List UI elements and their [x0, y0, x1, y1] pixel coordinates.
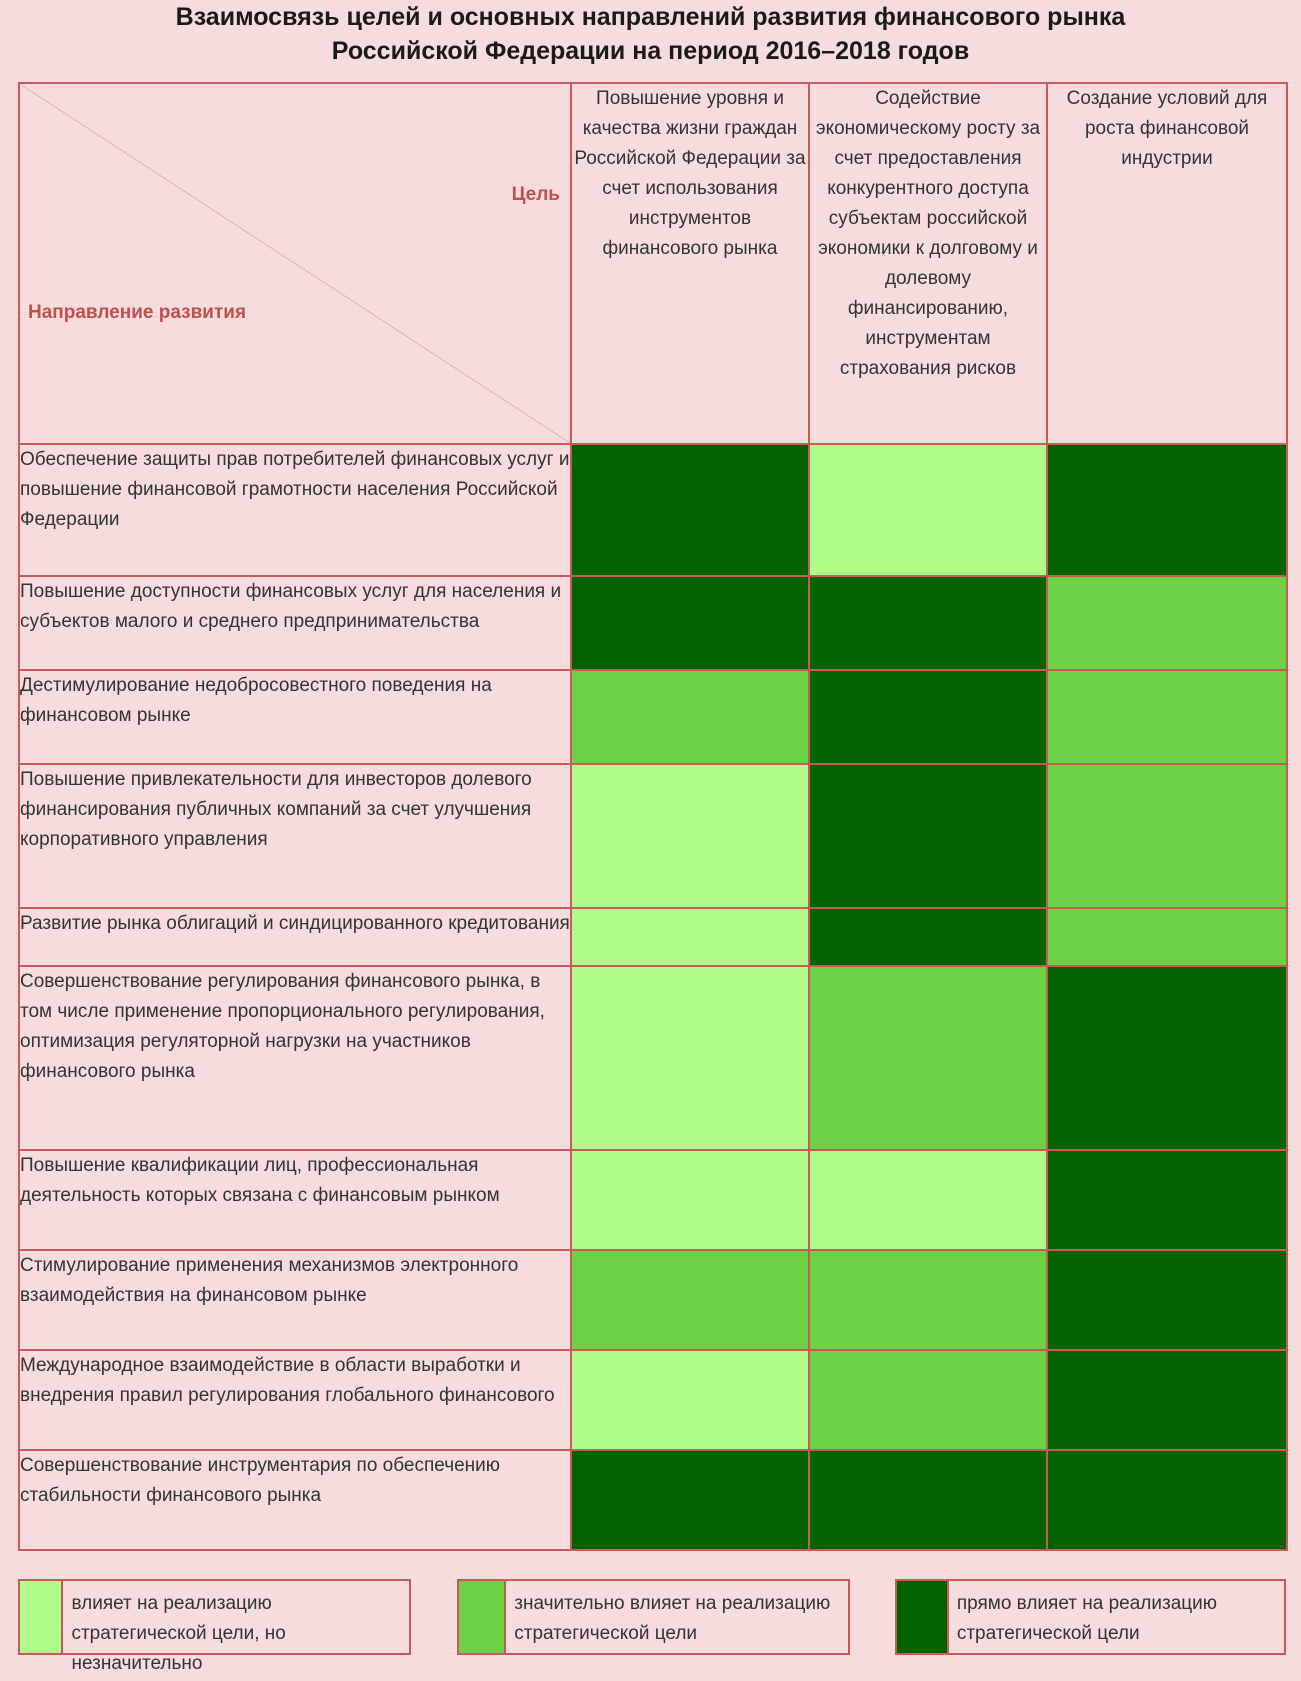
impact-cell — [1047, 670, 1287, 764]
matrix-row — [19, 1250, 1287, 1350]
direction-label: Международное взаимодействие в области выработки и внедрения правил регулирования глобального финансового — [19, 1350, 571, 1450]
legend-item-direct — [895, 1579, 1286, 1655]
impact-cell — [571, 1150, 809, 1250]
impact-cell — [809, 764, 1047, 908]
impact-cell — [809, 1450, 1047, 1550]
impact-cell — [809, 444, 1047, 576]
matrix-row — [19, 966, 1287, 1150]
impact-cell — [571, 1450, 809, 1550]
direction-label: Повышение квалификации лиц, профессиональная деятельность которых связана с финансовым рынком — [19, 1150, 571, 1250]
matrix-row — [19, 670, 1287, 764]
impact-cell — [1047, 908, 1287, 966]
impact-cell — [571, 908, 809, 966]
impact-cell — [809, 670, 1047, 764]
page-title — [0, 0, 1301, 72]
impact-cell — [809, 908, 1047, 966]
matrix-row — [19, 1350, 1287, 1450]
impact-cell — [1047, 1350, 1287, 1450]
goal-header-3: Создание условий для роста финансовой индустрии — [1047, 83, 1287, 444]
direction-label: Повышение привлекательности для инвесторов долевого финансирования публичных компаний за счет улучшения корпоративного управления — [19, 764, 571, 908]
impact-cell — [809, 1350, 1047, 1450]
impact-cell — [809, 1250, 1047, 1350]
legend-label: значительно влияет на реализацию стратегической цели — [514, 1593, 831, 1644]
impact-cell — [571, 576, 809, 670]
matrix-row — [19, 576, 1287, 670]
direction-label: Совершенствование инструментария по обеспечению стабильности финансового рынка — [19, 1450, 571, 1550]
impact-cell — [1047, 444, 1287, 576]
impact-cell — [571, 764, 809, 908]
direction-label: Развитие рынка облигаций и синдицированного кредитования — [19, 908, 571, 966]
corner-diagonal — [20, 84, 570, 443]
corner-header-cell — [19, 83, 571, 444]
impact-cell — [809, 1150, 1047, 1250]
legend-swatch — [20, 1581, 63, 1653]
impact-cell — [571, 444, 809, 576]
title-line-1: Взаимосвязь целей и основных направлений развития финансового рынка — [175, 3, 1126, 31]
title-line-2: Российской Федерации на период 2016–2018 годов — [331, 37, 970, 65]
impact-cell — [571, 670, 809, 764]
direction-label: Дестимулирование недобросовестного поведения на финансовом рынке — [19, 670, 571, 764]
impact-cell — [1047, 1450, 1287, 1550]
goal-axis-label: Цель — [511, 184, 560, 205]
impact-cell — [1047, 966, 1287, 1150]
matrix-row — [19, 908, 1287, 966]
legend-item-minor — [18, 1579, 411, 1674]
impact-cell — [571, 1250, 809, 1350]
direction-label: Повышение доступности финансовых услуг для населения и субъектов малого и среднего предпринимательства — [19, 576, 571, 670]
legend-item-significant — [457, 1579, 850, 1655]
header-row — [19, 83, 1287, 444]
direction-label: Совершенствование регулирования финансового рынка, в том числе применение пропорционального регулирования, оптимизация регуляторной нагрузки на участников финансового рынка — [19, 966, 571, 1150]
direction-label: Обеспечение защиты прав потребителей финансовых услуг и повышение финансовой грамотности населения Российской Федерации — [19, 444, 571, 576]
direction-label: Стимулирование применения механизмов электронного взаимодействия на финансовом рынке — [19, 1250, 571, 1350]
legend-label: прямо влияет на реализацию стратегической цели — [956, 1593, 1218, 1644]
impact-cell — [809, 576, 1047, 670]
matrix-row — [19, 1450, 1287, 1550]
impact-cell — [1047, 576, 1287, 670]
impact-cell — [1047, 764, 1287, 908]
direction-axis-label: Направление развития — [28, 302, 247, 323]
legend-swatch — [897, 1581, 949, 1653]
impact-cell — [571, 1350, 809, 1450]
matrix-row — [19, 1150, 1287, 1250]
impact-cell — [571, 966, 809, 1150]
legend-label: влияет на реализацию стратегической цели, но незначительно — [71, 1593, 286, 1674]
goal-header-1: Повышение уровня и качества жизни граждан Российской Федерации за счет использования инструментов финансового рынка — [571, 83, 809, 444]
impact-cell — [809, 966, 1047, 1150]
matrix-row — [19, 764, 1287, 908]
matrix-row — [19, 444, 1287, 576]
goals-directions-matrix — [18, 82, 1288, 1551]
goal-header-2: Содействие экономическому росту за счет предоставления конкурентного доступа субъектам российской экономики к долговому и долевому финансированию, инструментам страхования рисков — [809, 83, 1047, 444]
impact-cell — [1047, 1150, 1287, 1250]
legend-swatch — [459, 1581, 506, 1653]
impact-cell — [1047, 1250, 1287, 1350]
